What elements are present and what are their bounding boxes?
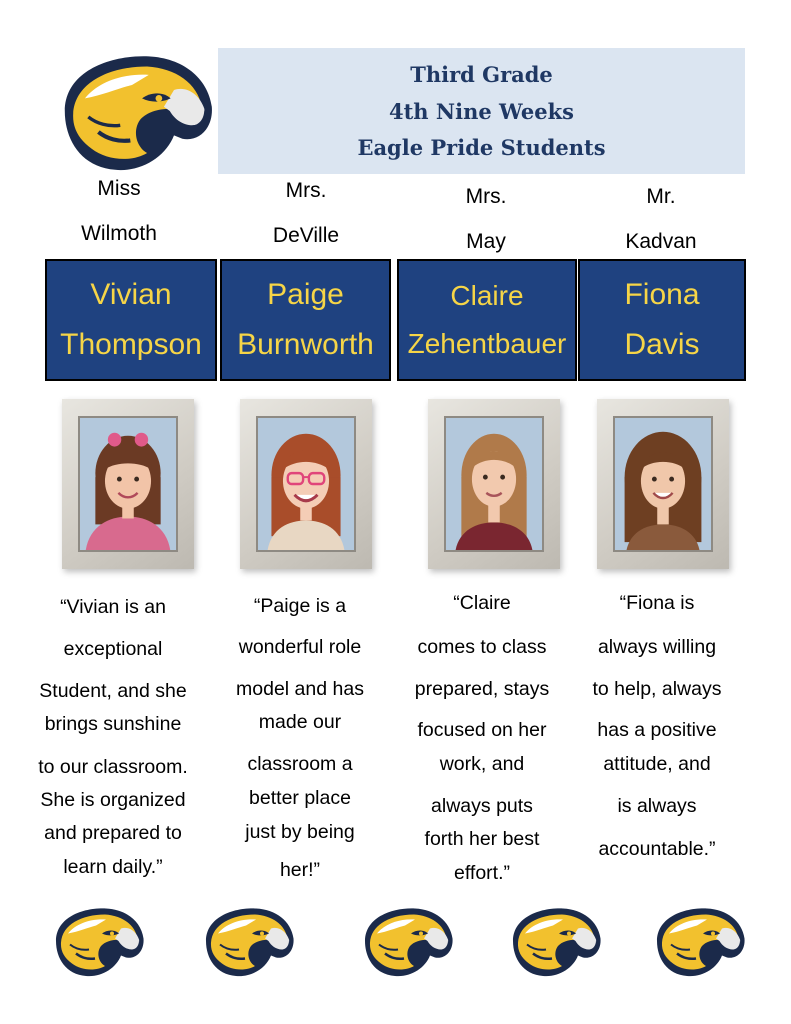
title-award: Eagle Pride Students xyxy=(357,135,606,161)
student-photo-2 xyxy=(240,399,372,569)
quote-line: just by being xyxy=(245,821,355,843)
eagle-logo-icon xyxy=(46,903,146,979)
portrait-icon xyxy=(615,418,711,550)
student-name-box-1 xyxy=(45,259,217,381)
teacher-name-3 xyxy=(396,186,576,253)
teacher-title: Miss xyxy=(97,177,141,200)
title-grade: Third Grade xyxy=(410,61,553,87)
teacher-title: Mrs. xyxy=(285,179,327,202)
quote-line: made our xyxy=(258,711,342,733)
quote-line: forth her best xyxy=(424,828,540,850)
quote-line: always willing xyxy=(597,636,717,658)
quote-line: learn daily.” xyxy=(63,856,163,878)
quote-line: brings sunshine xyxy=(44,713,182,735)
eagle-logo-icon xyxy=(46,48,218,174)
portrait-icon xyxy=(258,418,354,550)
teacher-surname: May xyxy=(466,230,506,253)
portrait-image xyxy=(444,416,544,552)
quote-line: accountable.” xyxy=(598,838,716,860)
teacher-name-2 xyxy=(216,180,396,247)
student-last-name: Burnworth xyxy=(237,327,374,361)
teacher-name-4 xyxy=(571,186,751,253)
quote-line: “Fiona is xyxy=(619,592,695,614)
quote-line: attitude, and xyxy=(603,753,711,775)
student-first-name: Paige xyxy=(267,278,344,312)
student-photo-1 xyxy=(62,399,194,569)
student-first-name: Fiona xyxy=(624,278,700,312)
quote-line: always puts xyxy=(431,795,533,817)
student-first-name: Claire xyxy=(450,279,524,311)
student-name-box-2 xyxy=(220,259,391,381)
quote-line: and prepared to xyxy=(44,822,182,844)
quote-line: work, and xyxy=(439,753,525,775)
quote-line: to help, always xyxy=(592,678,722,700)
portrait-image xyxy=(613,416,713,552)
quote-line: She is organized xyxy=(40,789,186,811)
quote-line: prepared, stays xyxy=(414,678,550,700)
teacher-name-1 xyxy=(29,178,209,245)
teacher-surname: DeVille xyxy=(272,224,340,247)
quote-line: focused on her xyxy=(417,719,547,741)
quote-line: is always xyxy=(617,795,697,817)
teacher-surname: Wilmoth xyxy=(81,222,157,245)
student-last-name: Davis xyxy=(624,327,700,361)
student-name-box-3 xyxy=(397,259,577,381)
quote-line: model and has xyxy=(236,678,364,700)
title-banner xyxy=(218,48,745,174)
quote-line: effort.” xyxy=(454,862,510,884)
quote-line: has a positive xyxy=(597,719,717,741)
portrait-image xyxy=(78,416,178,552)
quote-line: classroom a xyxy=(247,753,353,775)
student-photo-4 xyxy=(597,399,729,569)
title-term: 4th Nine Weeks xyxy=(389,98,574,124)
quote-line: wonderful role xyxy=(238,636,362,658)
quote-line: her!” xyxy=(279,859,321,881)
portrait-image xyxy=(256,416,356,552)
student-photo-3 xyxy=(428,399,560,569)
eagle-logo-icon xyxy=(355,903,455,979)
student-last-name: Zehentbauer xyxy=(407,328,567,360)
student-first-name: Vivian xyxy=(90,278,172,312)
student-last-name: Thompson xyxy=(60,327,202,361)
teacher-surname: Kadvan xyxy=(625,230,697,253)
quote-line: Student, and she xyxy=(39,680,187,702)
portrait-icon xyxy=(446,418,542,550)
eagle-logo-icon xyxy=(196,903,296,979)
quote-line: “Paige is a xyxy=(253,595,347,617)
eagle-logo-icon xyxy=(503,903,603,979)
quote-line: exceptional xyxy=(63,638,163,660)
quote-line: better place xyxy=(249,787,351,809)
student-name-box-4 xyxy=(578,259,746,381)
eagle-logo-icon xyxy=(647,903,747,979)
quote-line: “Claire xyxy=(453,592,511,614)
portrait-icon xyxy=(80,418,176,550)
quote-line: to our classroom. xyxy=(38,756,188,778)
quote-line: comes to class xyxy=(417,636,547,658)
quote-line: “Vivian is an xyxy=(60,596,166,618)
teacher-title: Mrs. xyxy=(465,185,507,208)
teacher-title: Mr. xyxy=(646,185,676,208)
